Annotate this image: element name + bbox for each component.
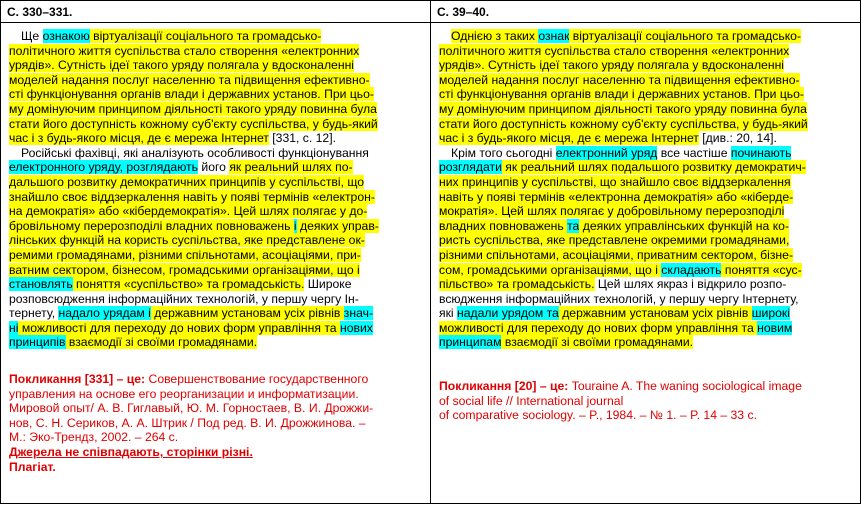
right-column <box>431 23 861 504</box>
right-citation-lines <box>439 379 854 423</box>
text-line <box>439 233 854 248</box>
similar-highlight: навіть у появі термінів «електронна демократія» або «кіберде- <box>439 189 794 204</box>
similar-highlight: поняття «суспільство» та громадськість. <box>72 277 305 292</box>
match-highlight: електронний уряд <box>555 145 658 160</box>
right-citation-note <box>439 379 854 423</box>
plain-text: розповсюдження інформаційних технологій, у першу чергу Ін- <box>9 291 359 306</box>
right-paragraph-2 <box>439 146 854 350</box>
similar-highlight: політичного життя суспільства стало створення «електронних <box>439 43 790 58</box>
text-line <box>9 102 424 117</box>
text-line <box>9 175 424 190</box>
similar-highlight: деяких управ- <box>296 218 379 233</box>
citation-text: Мировой опыт/ А. В. Гиглавый, Ю. М. Горностаев, В. И. Дрожжи- <box>9 401 374 416</box>
similar-highlight: ремими громадянами, різними спільнотами, асоціаціями, при- <box>9 247 361 262</box>
similar-highlight: моделей надання послуг населенню та підвищення ефективно- <box>9 72 370 87</box>
text-line <box>439 58 854 73</box>
text-line <box>9 321 424 336</box>
similar-highlight: них принципів у суспільстві, що знайшло своє віддзеркалення <box>439 174 791 189</box>
right-page-ref: С. 39–40. <box>431 1 861 23</box>
left-column <box>1 23 431 504</box>
similar-highlight: віртуалізації соціального та громадсько- <box>569 29 801 43</box>
left-text <box>9 29 424 350</box>
similar-highlight: бровільному перерозподілі владних повноважень <box>9 218 294 233</box>
citation-line <box>439 379 854 394</box>
similar-highlight: поняття «сус- <box>721 262 802 277</box>
match-highlight: принципам <box>439 335 502 350</box>
match-highlight: ознак <box>538 29 570 43</box>
text-line <box>439 44 854 59</box>
left-citation-lines <box>9 372 424 445</box>
similar-highlight: лінських функцій на користь суспільства, яке представлене ок- <box>9 233 365 248</box>
similar-highlight: різними спільнотами, асоціаціями, приватним сектором, бізне- <box>439 247 794 262</box>
similar-highlight: сті функціонування органів влади і державних установ. При цьо- <box>439 87 804 102</box>
similar-highlight: знайшло своє віддзеркалення навіть у появі термінів «електрон- <box>9 189 375 204</box>
right-text <box>439 29 854 350</box>
match-highlight: становлять <box>9 277 73 292</box>
citation-line <box>9 401 424 416</box>
text-line <box>439 160 854 175</box>
match-highlight: ознакою <box>42 29 90 43</box>
plain-text: Широке <box>304 277 352 292</box>
similar-highlight: як реальний шлях по- <box>229 160 353 175</box>
text-line <box>439 102 854 117</box>
similar-highlight: віртуалізації соціального та громадсько- <box>89 29 322 43</box>
plain-text: Цей шлях якраз і відкрило розпо- <box>594 277 787 292</box>
plain-text: Російські фахівці, які аналізують особливості функціонування <box>21 145 369 160</box>
similar-highlight: взаємодії зі своїми громадянами. <box>501 335 694 350</box>
text-line <box>9 306 424 321</box>
text-line <box>439 335 854 350</box>
similar-highlight: ватним сектором, бізнесом, громадськими організаціями, що і <box>9 262 360 277</box>
match-highlight: новим <box>757 320 793 335</box>
similar-highlight: взаємодії зі своїми громадянами. <box>65 335 258 350</box>
text-line <box>439 190 854 205</box>
text-line <box>9 277 424 292</box>
text-line <box>439 292 854 307</box>
text-line <box>439 175 854 190</box>
text-line <box>439 87 854 102</box>
text-line <box>21 29 424 44</box>
text-line <box>451 146 854 161</box>
match-highlight: нових <box>339 320 373 335</box>
match-highlight: надало урядам і <box>58 306 151 321</box>
text-line <box>9 335 424 350</box>
plain-text: [331, с. 12]. <box>268 131 336 146</box>
citation-text: М.: Эко-Трендз, 2002. – 264 с. <box>9 430 179 445</box>
text-line <box>9 219 424 234</box>
plain-text: все частіше <box>657 145 731 160</box>
similar-highlight: му домінуючим принципом діяльності такого уряду повинна була <box>9 101 377 116</box>
text-line <box>439 277 854 292</box>
text-line <box>439 73 854 88</box>
similar-highlight: ристь суспільства, яке представлене окремими громадянами, <box>439 233 790 248</box>
citation-label: Покликання [331] – це: <box>9 372 146 387</box>
similar-highlight: стати його доступність кожному суб'єкту суспільства, у будь-який <box>439 116 808 131</box>
similar-highlight: урядів». Сутність ідеї такого уряду полягала у вдосконаленні <box>9 58 355 73</box>
similar-highlight: стати його доступність кожному суб'єкту суспільства, у будь-який <box>9 116 378 131</box>
match-highlight: принципів <box>9 335 66 350</box>
text-line <box>439 263 854 278</box>
mismatch-warning: Джерела не співпадають, сторінки різні. <box>9 445 253 460</box>
text-line <box>439 131 854 146</box>
text-line <box>9 248 424 263</box>
text-line <box>9 190 424 205</box>
match-highlight: знач- <box>343 306 374 321</box>
citation-text: of social life // International journal <box>439 393 624 408</box>
left-paragraph-2 <box>9 146 424 350</box>
match-highlight: складають <box>661 262 722 277</box>
plain-text: Крім того сьогодні <box>451 145 556 160</box>
text-line <box>451 29 854 44</box>
plain-text: тернету, <box>9 306 59 321</box>
left-citation-note <box>9 372 424 474</box>
plagiarism-verdict: Плагіат. <box>9 459 56 474</box>
plain-text: які <box>439 306 458 321</box>
text-line <box>439 117 854 132</box>
match-highlight: ні <box>9 320 19 335</box>
similar-highlight: мократія». Цей шлях полягає у добровільному перерозподілі <box>439 204 785 219</box>
match-highlight: та <box>567 218 580 233</box>
similar-highlight: сті функціонування органів влади і державних установ. При цьо- <box>9 87 374 102</box>
plain-text: всюдження інформаційних технологій, у першу чергу Інтернету, <box>439 291 799 306</box>
text-line <box>439 248 854 263</box>
citation-text: управления на основе его реорганизации и информатизации. <box>9 386 359 401</box>
citation-line <box>439 408 854 423</box>
citation-text: Touraine A. The waning sociological image <box>568 379 802 394</box>
similar-highlight: можливості для переходу до нових форм управління та <box>439 320 758 335</box>
plain-text: Ще <box>21 29 43 43</box>
text-line <box>9 204 424 219</box>
similar-highlight: як реальний шлях подальшого розвитку демократич- <box>501 160 806 175</box>
right-paragraph-1 <box>439 29 854 146</box>
match-highlight: і <box>293 218 297 233</box>
text-line <box>439 219 854 234</box>
text-line <box>9 44 424 59</box>
text-line <box>9 58 424 73</box>
text-line <box>9 160 424 175</box>
text-line <box>9 292 424 307</box>
similar-highlight: державним установам усіх рівнів <box>558 306 752 321</box>
similar-highlight: деяких управлінських функцій на ко- <box>579 218 790 233</box>
text-line <box>9 117 424 132</box>
citation-line <box>9 387 424 402</box>
plain-text: [див.: 20, 14]. <box>698 131 777 146</box>
text-line <box>439 321 854 336</box>
similar-highlight: можливості для переходу до нових форм управління та <box>18 320 340 335</box>
similar-highlight: моделей надання послуг населенню та підвищення ефективно- <box>439 72 800 87</box>
citation-text: of comparative sociology. – P., 1984. – № 1. – P. 14 – 33 с. <box>439 408 757 423</box>
similar-highlight: на демократія» або «кібердемократія». Цей шлях полягає у до- <box>9 204 368 219</box>
similar-highlight: державним установам усіх рівнів <box>150 306 344 321</box>
left-paragraph-1 <box>9 29 424 146</box>
citation-line <box>9 430 424 445</box>
citation-line <box>9 416 424 431</box>
text-line <box>21 146 424 161</box>
match-highlight: розглядати <box>439 160 502 175</box>
similar-highlight: Однією з таких <box>451 29 539 43</box>
similar-highlight: пільство» та громадськість. <box>439 277 595 292</box>
text-line <box>439 204 854 219</box>
similar-highlight: дальшого розвитку демократичних принципів у суспільстві, що <box>9 174 365 189</box>
citation-text: Совершенствование государственного <box>145 372 369 387</box>
plain-text: його <box>198 160 230 175</box>
similar-highlight: час і з будь-якого місця, де є мережа Інтернет <box>9 131 269 146</box>
similar-highlight: час і з будь-якого місця, де є мережа Інтернет <box>439 131 699 146</box>
text-line <box>9 263 424 278</box>
left-page-ref: С. 330–331. <box>1 1 431 23</box>
text-line <box>9 131 424 146</box>
match-highlight: широкі <box>751 306 790 321</box>
text-line <box>439 306 854 321</box>
similar-highlight: владних повноважень <box>439 218 568 233</box>
match-highlight: електронного уряду, розглядають <box>9 160 198 175</box>
similar-highlight: сом, громадськими організаціями, що і <box>439 262 662 277</box>
match-highlight: надали урядом та <box>457 306 559 321</box>
similar-highlight: політичного життя суспільства стало створення «електронних <box>9 43 360 58</box>
text-line <box>9 73 424 88</box>
text-line <box>9 233 424 248</box>
citation-text: нов, С. Н. Сериков, А. А. Штрик / Под ред. В. И. Дрожжинова. – <box>9 415 366 430</box>
text-line <box>9 87 424 102</box>
citation-line <box>9 372 424 387</box>
match-highlight: починають <box>730 145 792 160</box>
similar-highlight: му домінуючим принципом діяльності такого уряду повинна була <box>439 101 807 116</box>
citation-line <box>439 394 854 409</box>
similar-highlight: урядів». Сутність ідеї такого уряду полягала у вдосконаленні <box>439 58 785 73</box>
citation-label: Покликання [20] – це: <box>439 379 569 394</box>
